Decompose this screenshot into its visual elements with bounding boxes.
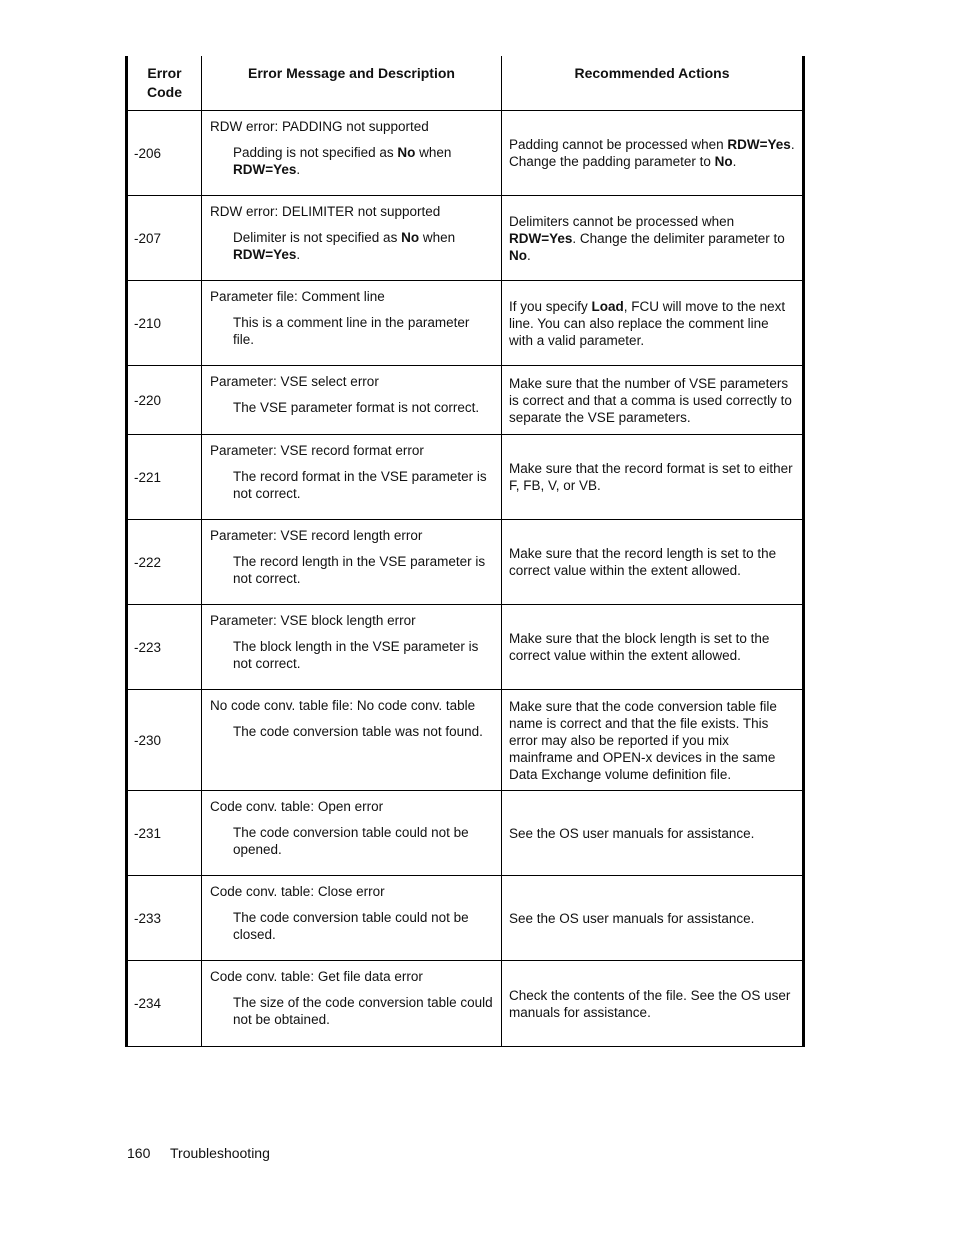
error-message-title: No code conv. table file: No code conv. table — [210, 698, 476, 713]
error-message-description — [233, 468, 493, 502]
action-text: , FCU will move to the next line. You can also replace the comment line with a valid parameter. — [509, 298, 786, 348]
description-text: The VSE parameter format is not correct. — [233, 400, 480, 415]
description-text: The code conversion table could not be opened. — [233, 825, 469, 857]
description-text: This is a comment line in the parameter file. — [233, 315, 470, 347]
recommended-action-cell — [502, 791, 804, 876]
error-message-title: Parameter: VSE record length error — [210, 528, 423, 543]
action-text: Make sure that the record format is set to either F, FB, V, or VB. — [509, 461, 793, 493]
table-row — [127, 791, 804, 876]
error-message-title: Parameter: VSE select error — [210, 374, 379, 389]
table-row — [127, 366, 804, 435]
action-text: Make sure that the block length is set to the correct value within the extent allowed. — [509, 631, 770, 663]
description-text: The block length in the VSE parameter is not correct. — [233, 639, 479, 671]
description-text: No — [397, 145, 416, 160]
recommended-action-cell — [502, 690, 804, 791]
recommended-action-cell — [502, 111, 804, 196]
error-message-title: Parameter: VSE block length error — [210, 613, 416, 628]
section-name: Troubleshooting — [170, 1145, 270, 1161]
action-text: Check the contents of the file. See the OS user manuals for assistance. — [509, 987, 791, 1020]
description-text: . — [296, 162, 301, 177]
action-text: . — [732, 154, 737, 169]
error-message-title: Code conv. table: Close error — [210, 884, 385, 899]
description-text: RDW=Yes — [233, 162, 297, 177]
error-code-cell: -223 — [127, 605, 202, 690]
error-code-cell: -234 — [127, 961, 202, 1047]
description-text: The code conversion table was not found. — [233, 724, 483, 739]
description-text: when — [419, 230, 456, 245]
description-text: The record length in the VSE parameter is not correct. — [233, 554, 486, 586]
error-message-description — [233, 638, 493, 672]
error-code-cell: -220 — [127, 366, 202, 435]
page-footer — [127, 1145, 270, 1161]
error-message-cell — [202, 196, 502, 281]
error-codes-table — [125, 56, 805, 1047]
recommended-action-cell — [502, 605, 804, 690]
error-message-title: Parameter file: Comment line — [210, 289, 385, 304]
description-text: No — [401, 230, 420, 245]
error-message-cell — [202, 111, 502, 196]
error-code-cell: -233 — [127, 876, 202, 961]
page-number: 160 — [127, 1145, 151, 1161]
description-text: . — [296, 247, 301, 262]
error-message-title: RDW error: PADDING not supported — [210, 119, 429, 134]
error-code-cell: -210 — [127, 281, 202, 366]
error-message-description — [233, 909, 493, 943]
table-row — [127, 196, 804, 281]
error-message-description — [233, 994, 493, 1028]
table-row — [127, 520, 804, 605]
table-row — [127, 435, 804, 520]
action-text: RDW=Yes — [509, 230, 573, 246]
recommended-action-cell — [502, 435, 804, 520]
recommended-action-cell — [502, 876, 804, 961]
recommended-action-cell — [502, 281, 804, 366]
error-message-description — [233, 824, 493, 858]
error-message-description — [233, 553, 493, 587]
table-header-row — [127, 56, 804, 111]
error-message-title: Code conv. table: Open error — [210, 799, 384, 814]
action-text: . Change the padding parameter to — [509, 137, 795, 169]
recommended-action-cell — [502, 196, 804, 281]
action-text: RDW=Yes — [727, 137, 791, 152]
action-text: No — [714, 154, 733, 169]
error-message-description — [233, 723, 493, 740]
action-text: See the OS user manuals for assistance. — [509, 910, 755, 926]
action-text: . Change the delimiter parameter to — [572, 230, 785, 246]
header-recommended-actions: Recommended Actions — [502, 56, 804, 111]
error-code-cell: -231 — [127, 791, 202, 876]
header-error-message: Error Message and Description — [202, 56, 502, 111]
error-code-cell: -207 — [127, 196, 202, 281]
error-message-cell — [202, 520, 502, 605]
action-text: . — [527, 247, 531, 263]
header-error-code: Error Code — [127, 56, 202, 111]
error-message-cell — [202, 605, 502, 690]
error-message-description — [233, 314, 493, 348]
action-text: No — [509, 247, 527, 263]
error-message-cell — [202, 961, 502, 1047]
action-text: Load — [591, 298, 624, 314]
action-text: Make sure that the record length is set to the correct value within the extent allowed. — [509, 546, 777, 578]
error-message-cell — [202, 690, 502, 791]
description-text: The code conversion table could not be closed. — [233, 910, 469, 942]
table-row — [127, 876, 804, 961]
table-row — [127, 961, 804, 1047]
error-message-title: Parameter: VSE record format error — [210, 443, 424, 458]
table-row — [127, 605, 804, 690]
recommended-action-cell — [502, 520, 804, 605]
error-message-description — [233, 229, 493, 263]
error-code-cell: -221 — [127, 435, 202, 520]
error-message-cell — [202, 876, 502, 961]
error-code-cell: -230 — [127, 690, 202, 791]
error-message-cell — [202, 791, 502, 876]
error-message-title: Code conv. table: Get file data error — [210, 969, 423, 984]
description-text: The record format in the VSE parameter is not correct. — [233, 469, 487, 501]
action-text: See the OS user manuals for assistance. — [509, 825, 755, 841]
table-row — [127, 281, 804, 366]
error-message-cell — [202, 435, 502, 520]
description-text: Delimiter is not specified as — [233, 230, 402, 245]
action-text: Padding cannot be processed when — [509, 137, 728, 152]
action-text: Make sure that the code conversion table file name is correct and that the file exists. This error may also be reported if you mix mainframe and OPEN-x devices in the same Data Exchange volume definition file. — [509, 698, 777, 782]
error-table-container — [125, 56, 802, 1047]
error-message-description — [233, 399, 493, 416]
action-text: Make sure that the number of VSE parameters is correct and that a comma is used correctly to separate the VSE parameters. — [509, 375, 792, 425]
error-code-cell: -222 — [127, 520, 202, 605]
table-row — [127, 111, 804, 196]
description-text: The size of the code conversion table could not be obtained. — [233, 995, 493, 1027]
error-message-cell — [202, 366, 502, 435]
error-message-title: RDW error: DELIMITER not supported — [210, 204, 441, 219]
action-text: If you specify — [509, 298, 592, 314]
description-text: RDW=Yes — [233, 247, 297, 262]
error-code-cell: -206 — [127, 111, 202, 196]
recommended-action-cell — [502, 366, 804, 435]
description-text: Padding is not specified as — [233, 145, 398, 160]
description-text: when — [415, 145, 452, 160]
action-text: Delimiters cannot be processed when — [509, 213, 735, 229]
table-row — [127, 690, 804, 791]
error-message-description — [233, 144, 493, 178]
error-message-cell — [202, 281, 502, 366]
recommended-action-cell — [502, 961, 804, 1047]
